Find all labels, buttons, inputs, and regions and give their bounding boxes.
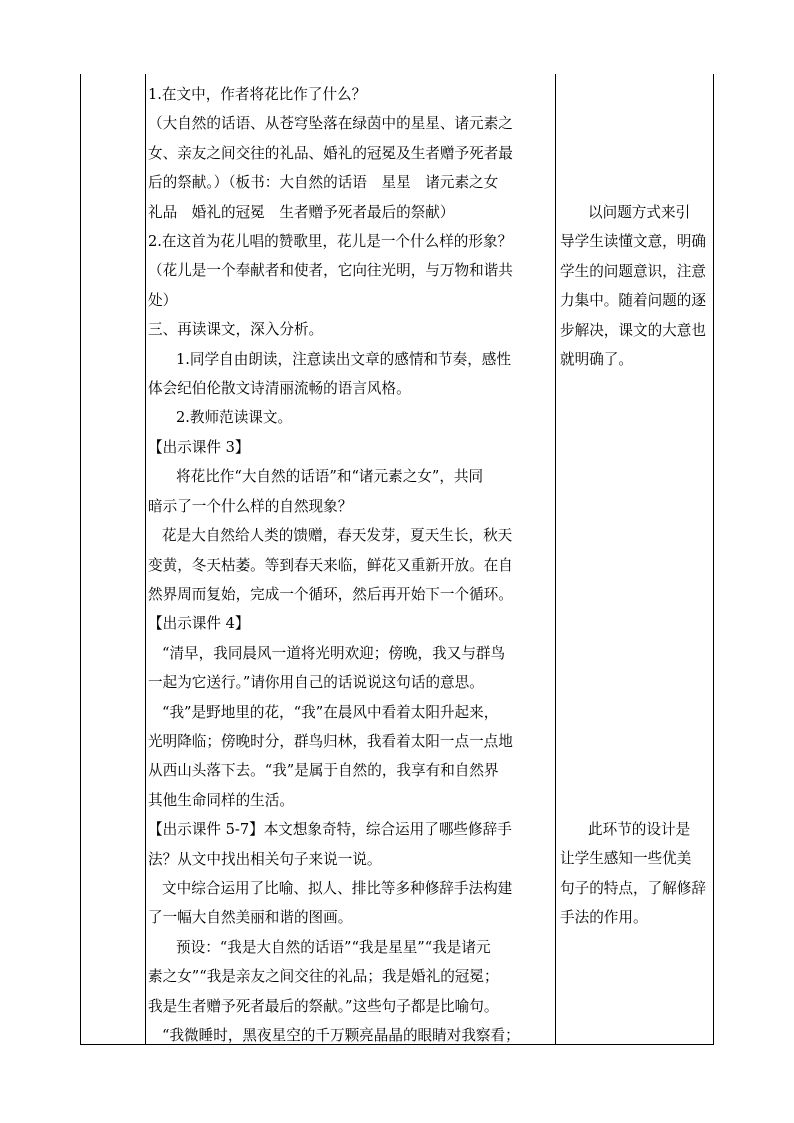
- design-intent-note-2: [560, 815, 710, 933]
- note-line: 此环节的设计是: [588, 821, 691, 838]
- table-column-divider-1: [145, 74, 146, 1045]
- teaching-process-cell: [148, 80, 552, 1050]
- text-line: 其他生命同样的生活。: [148, 791, 294, 809]
- text-line: “我”是野地里的花，“我”在晨风中看着太阳升起来，: [162, 703, 499, 721]
- text-line: 光明降临；傍晚时分，群鸟归林，我看着太阳一点一点地: [148, 732, 513, 750]
- note-line: 以问题方式来引: [588, 204, 691, 221]
- courseware-marker: 【出示课件 3】: [148, 438, 250, 456]
- text-line: 暗示了一个什么样的自然现象？: [148, 497, 353, 515]
- text-line: 1.在文中，作者将花比作了什么？: [148, 86, 367, 103]
- note-line: 学生的问题意识，注意: [560, 262, 706, 280]
- text-line: 预设：“我是大自然的话语”“我是星星”“我是诸元: [176, 938, 491, 956]
- note-line: 步解决，课文的大意也: [560, 321, 706, 339]
- text-line: “我微睡时，黑夜星空的千万颗亮晶晶的眼睛对我察看；: [162, 1027, 520, 1044]
- section-heading: 三、再读课文，深入分析。: [148, 321, 324, 339]
- text-line: 2.在这首为花儿唱的赞歌里，花儿是一个什么样的形象？: [148, 233, 513, 251]
- text-line: 1.同学自由朗读，注意读出文章的感情和节奏，感性: [176, 350, 511, 368]
- text-line: 将花比作“大自然的话语”和“诸元素之女”，共同: [176, 468, 484, 486]
- note-line: 导学生读懂文意，明确: [560, 233, 706, 251]
- note-line: 力集中。随着问题的逐: [560, 292, 706, 310]
- text-line: 我是生者赠予死者最后的祭献。”这些句子都是比喻句。: [148, 997, 499, 1015]
- text-line: 女、亲友之间交往的礼品、婚礼的冠冕及生者赠予死者最: [148, 144, 513, 162]
- text-line: 体会纪伯伦散文诗清丽流畅的语言风格。: [148, 380, 411, 398]
- text-line: “清早，我同晨风一道将光明欢迎；傍晚，我又与群鸟: [162, 644, 506, 662]
- text-line: 文中综合运用了比喻、拟人、排比等多种修辞手法构建: [162, 879, 513, 897]
- text-line: 处）: [148, 291, 178, 309]
- courseware-marker: 【出示课件 5-7】本文想象奇特，综合运用了哪些修辞手: [148, 821, 512, 839]
- text-line: 素之女”“我是亲友之间交往的礼品；我是婚礼的冠冕；: [148, 968, 499, 986]
- text-line: 然界周而复始，完成一个循环，然后再开始下一个循环。: [148, 585, 513, 603]
- text-line: 礼品 婚礼的冠冕 生者赠予死者最后的祭献）: [148, 203, 455, 221]
- text-line: 2.教师范读课文。: [176, 409, 293, 427]
- text-line: （花儿是一个奉献者和使者，它向往光明，与万物和谐共: [148, 262, 513, 280]
- text-line: 了一幅大自然美丽和谐的图画。: [148, 909, 353, 927]
- text-line: 从西山头落下去。“我”是属于自然的，我享有和自然界: [148, 762, 499, 780]
- courseware-marker: 【出示课件 4】: [148, 615, 250, 633]
- note-line: 句子的特点，了解修辞: [560, 879, 706, 897]
- text-line: 法？从文中找出相关句子来说一说。: [148, 850, 382, 868]
- note-line: 手法的作用。: [560, 909, 648, 927]
- table-border-right: [713, 74, 714, 1045]
- table-column-divider-2: [555, 74, 556, 1045]
- text-line: 花是大自然给人类的馈赠，春天发芽，夏天生长，秋天: [162, 527, 513, 545]
- text-line: 后的祭献。）（板书：大自然的话语 星星 诸元素之女: [148, 174, 499, 192]
- table-border-left: [80, 74, 81, 1045]
- text-line: 变黄，冬天枯萎。等到春天来临，鲜花又重新开放。在自: [148, 556, 513, 574]
- design-intent-note-1: [560, 198, 710, 374]
- note-line: 就明确了。: [560, 351, 633, 369]
- text-line: 一起为它送行。”请你用自己的话说说这句话的意思。: [148, 674, 484, 692]
- text-line: （大自然的话语、从苍穹坠落在绿茵中的星星、诸元素之: [148, 115, 513, 133]
- note-line: 让学生感知一些优美: [560, 850, 692, 868]
